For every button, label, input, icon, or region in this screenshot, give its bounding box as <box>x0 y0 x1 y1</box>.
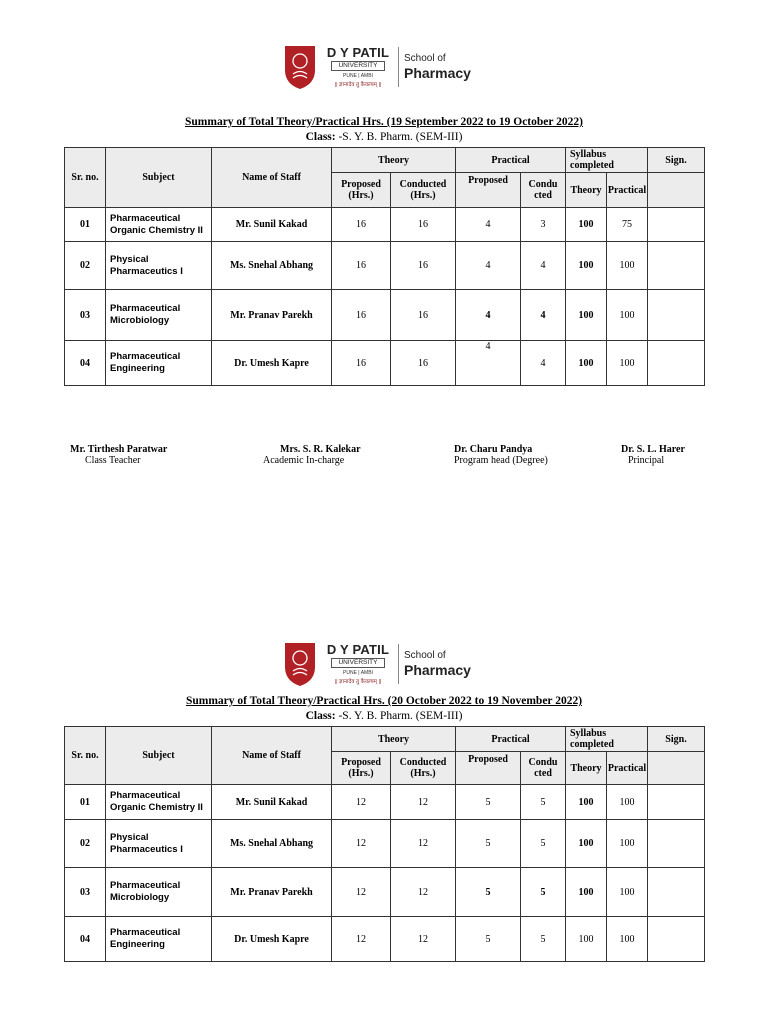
class-value: -S. Y. B. Pharm. (SEM-III) <box>335 131 463 143</box>
cell-sr: 03 <box>65 290 106 341</box>
cell-staff: Dr. Umesh Kapre <box>212 341 332 386</box>
cell-theory-proposed: 16 <box>332 290 391 341</box>
table-row <box>65 341 705 386</box>
cell-practical-proposed: 5 <box>456 917 521 962</box>
cell-practical-proposed: 5 <box>456 785 521 820</box>
class-label: Class: <box>305 710 336 722</box>
cell-staff: Ms. Snehal Abhang <box>212 820 332 868</box>
header-theory-conducted: Conducted (Hrs.) <box>391 752 456 785</box>
cell-syllabus-practical: 100 <box>607 868 648 917</box>
cell-practical-proposed: 5 <box>456 820 521 868</box>
section2-class <box>0 710 768 722</box>
cell-sr: 02 <box>65 820 106 868</box>
cell-practical-conducted: 5 <box>521 917 566 962</box>
class-label: Class: <box>305 131 336 143</box>
cell-theory-conducted: 16 <box>391 242 456 290</box>
header-sr-no: Sr. no. <box>65 727 106 785</box>
header-theory: Theory <box>332 727 456 752</box>
header-theory-proposed: Proposed (Hrs.) <box>332 173 391 208</box>
header-syllabus-theory: Theory <box>566 752 607 785</box>
header-theory-conducted: Conducted (Hrs.) <box>391 173 456 208</box>
school-line2: Pharmacy <box>404 662 471 678</box>
header-sign-blank <box>648 173 705 208</box>
header-syllabus-practical: Practical <box>607 173 648 208</box>
header-syllabus-theory: Theory <box>566 173 607 208</box>
header-practical: Practical <box>456 148 566 173</box>
cell-sign <box>648 290 705 341</box>
cell-sign <box>648 341 705 386</box>
table-row <box>65 785 705 820</box>
cell-syllabus-theory: 100 <box>566 242 607 290</box>
section2-title: Summary of Total Theory/Practical Hrs. (20 October 2022 to 19 November 2022) <box>185 695 583 707</box>
university-location: PUNE | AMBI <box>343 73 373 79</box>
cell-sr: 04 <box>65 917 106 962</box>
cell-sr: 01 <box>65 785 106 820</box>
university-label: UNIVERSITY <box>331 658 384 668</box>
header-practical-proposed: Proposed <box>456 752 521 785</box>
cell-staff: Mr. Sunil Kakad <box>212 785 332 820</box>
signatory-4 <box>621 444 685 466</box>
university-name: D Y PATIL <box>326 45 390 60</box>
cell-practical-conducted: 4 <box>521 341 566 386</box>
signatory-name: Dr. Charu Pandya <box>454 444 533 455</box>
cell-syllabus-theory: 100 <box>566 290 607 341</box>
table-row <box>65 820 705 868</box>
header-theory-proposed: Proposed (Hrs.) <box>332 752 391 785</box>
table-row <box>65 868 705 917</box>
cell-staff: Mr. Pranav Parekh <box>212 868 332 917</box>
cell-sign <box>648 820 705 868</box>
signatory-3 <box>454 444 548 466</box>
cell-subject: Pharmaceutical Microbiology <box>106 868 212 917</box>
cell-syllabus-theory: 100 <box>566 820 607 868</box>
header-practical: Practical <box>456 727 566 752</box>
header-practical-conducted: Condu cted <box>521 173 566 208</box>
cell-theory-proposed: 16 <box>332 242 391 290</box>
header-practical-proposed: Proposed <box>456 173 521 208</box>
cell-practical-proposed: 5 <box>456 868 521 917</box>
header-staff: Name of Staff <box>212 148 332 208</box>
signatory-role: Class Teacher <box>85 455 141 466</box>
summary-table-2 <box>64 726 705 962</box>
logo-divider <box>398 644 399 684</box>
signatory-name: Mrs. S. R. Kalekar <box>280 444 361 455</box>
cell-theory-conducted: 16 <box>391 290 456 341</box>
signatory-name: Dr. S. L. Harer <box>621 444 685 455</box>
cell-subject: Pharmaceutical Organic Chemistry II <box>106 208 212 242</box>
header-practical-conducted: Condu cted <box>521 752 566 785</box>
signatory-role: Program head (Degree) <box>454 455 548 466</box>
school-line1: School of <box>404 650 446 661</box>
cell-subject: Pharmaceutical Organic Chemistry II <box>106 785 212 820</box>
cell-sign <box>648 868 705 917</box>
cell-staff: Mr. Pranav Parekh <box>212 290 332 341</box>
cell-theory-conducted: 16 <box>391 341 456 386</box>
university-logo <box>283 36 488 98</box>
signatory-2 <box>263 444 361 466</box>
cell-practical-proposed: 4 <box>456 242 521 290</box>
cell-syllabus-theory: 100 <box>566 208 607 242</box>
table-row <box>65 242 705 290</box>
header-sr-no: Sr. no. <box>65 148 106 208</box>
cell-theory-conducted: 12 <box>391 820 456 868</box>
cell-subject: Pharmaceutical Microbiology <box>106 290 212 341</box>
school-line2: Pharmacy <box>404 65 471 81</box>
cell-theory-conducted: 12 <box>391 917 456 962</box>
cell-syllabus-theory: 100 <box>566 341 607 386</box>
cell-practical-conducted: 3 <box>521 208 566 242</box>
cell-syllabus-practical: 100 <box>607 290 648 341</box>
header-subject: Subject <box>106 148 212 208</box>
class-value: -S. Y. B. Pharm. (SEM-III) <box>335 710 463 722</box>
table-row <box>65 917 705 962</box>
shield-emblem-icon <box>283 641 317 687</box>
header-sign: Sign. <box>648 148 705 173</box>
header-staff: Name of Staff <box>212 727 332 785</box>
cell-staff: Ms. Snehal Abhang <box>212 242 332 290</box>
school-line1: School of <box>404 53 446 64</box>
cell-theory-proposed: 12 <box>332 868 391 917</box>
university-logo <box>283 633 488 695</box>
cell-sign <box>648 917 705 962</box>
signatory-name: Mr. Tirthesh Paratwar <box>70 444 168 455</box>
cell-syllabus-theory: 100 <box>566 868 607 917</box>
cell-sr: 03 <box>65 868 106 917</box>
cell-sign <box>648 242 705 290</box>
cell-sign <box>648 785 705 820</box>
signatories <box>0 444 768 474</box>
header-sign-blank <box>648 752 705 785</box>
cell-theory-proposed: 12 <box>332 785 391 820</box>
university-label: UNIVERSITY <box>331 61 384 71</box>
cell-syllabus-practical: 100 <box>607 242 648 290</box>
cell-practical-proposed: 4 <box>456 341 521 386</box>
cell-syllabus-practical: 100 <box>607 341 648 386</box>
header-subject: Subject <box>106 727 212 785</box>
cell-subject: Pharmaceutical Engineering <box>106 341 212 386</box>
cell-syllabus-theory: 100 <box>566 917 607 962</box>
cell-theory-proposed: 16 <box>332 341 391 386</box>
summary-table-1 <box>64 147 705 386</box>
signatory-1 <box>70 444 167 466</box>
cell-syllabus-practical: 75 <box>607 208 648 242</box>
cell-practical-conducted: 4 <box>521 242 566 290</box>
cell-practical-conducted: 5 <box>521 820 566 868</box>
header-syllabus: Syllabus completed <box>566 148 648 173</box>
cell-theory-conducted: 12 <box>391 868 456 917</box>
table-row <box>65 290 705 341</box>
university-name: D Y PATIL <box>326 642 390 657</box>
table-row <box>65 208 705 242</box>
cell-subject: Pharmaceutical Engineering <box>106 917 212 962</box>
header-sign: Sign. <box>648 727 705 752</box>
cell-subject: Physical Pharmaceutics I <box>106 242 212 290</box>
university-motto: || ज्ञानादेव तु कैवल्यम् || <box>334 82 382 88</box>
cell-practical-conducted: 5 <box>521 785 566 820</box>
header-theory: Theory <box>332 148 456 173</box>
section1-title: Summary of Total Theory/Practical Hrs. (19 September 2022 to 19 October 2022) <box>185 116 583 128</box>
signatory-role: Academic In-charge <box>263 455 345 466</box>
cell-theory-proposed: 16 <box>332 208 391 242</box>
cell-syllabus-practical: 100 <box>607 917 648 962</box>
cell-theory-conducted: 16 <box>391 208 456 242</box>
cell-sign <box>648 208 705 242</box>
cell-sr: 01 <box>65 208 106 242</box>
header-syllabus-practical: Practical <box>607 752 648 785</box>
header-syllabus: Syllabus completed <box>566 727 648 752</box>
cell-staff: Dr. Umesh Kapre <box>212 917 332 962</box>
cell-theory-conducted: 12 <box>391 785 456 820</box>
cell-syllabus-practical: 100 <box>607 785 648 820</box>
cell-syllabus-theory: 100 <box>566 785 607 820</box>
cell-practical-conducted: 5 <box>521 868 566 917</box>
university-motto: || ज्ञानादेव तु कैवल्यम् || <box>334 679 382 685</box>
cell-subject: Physical Pharmaceutics I <box>106 820 212 868</box>
cell-theory-proposed: 12 <box>332 820 391 868</box>
cell-practical-proposed: 4 <box>456 208 521 242</box>
section1-class <box>0 131 768 143</box>
cell-syllabus-practical: 100 <box>607 820 648 868</box>
cell-sr: 02 <box>65 242 106 290</box>
cell-sr: 04 <box>65 341 106 386</box>
cell-practical-conducted: 4 <box>521 290 566 341</box>
signatory-role: Principal <box>628 455 665 466</box>
logo-divider <box>398 47 399 87</box>
university-location: PUNE | AMBI <box>343 670 373 676</box>
shield-emblem-icon <box>283 44 317 90</box>
cell-staff: Mr. Sunil Kakad <box>212 208 332 242</box>
cell-practical-proposed: 4 <box>456 290 521 341</box>
cell-theory-proposed: 12 <box>332 917 391 962</box>
